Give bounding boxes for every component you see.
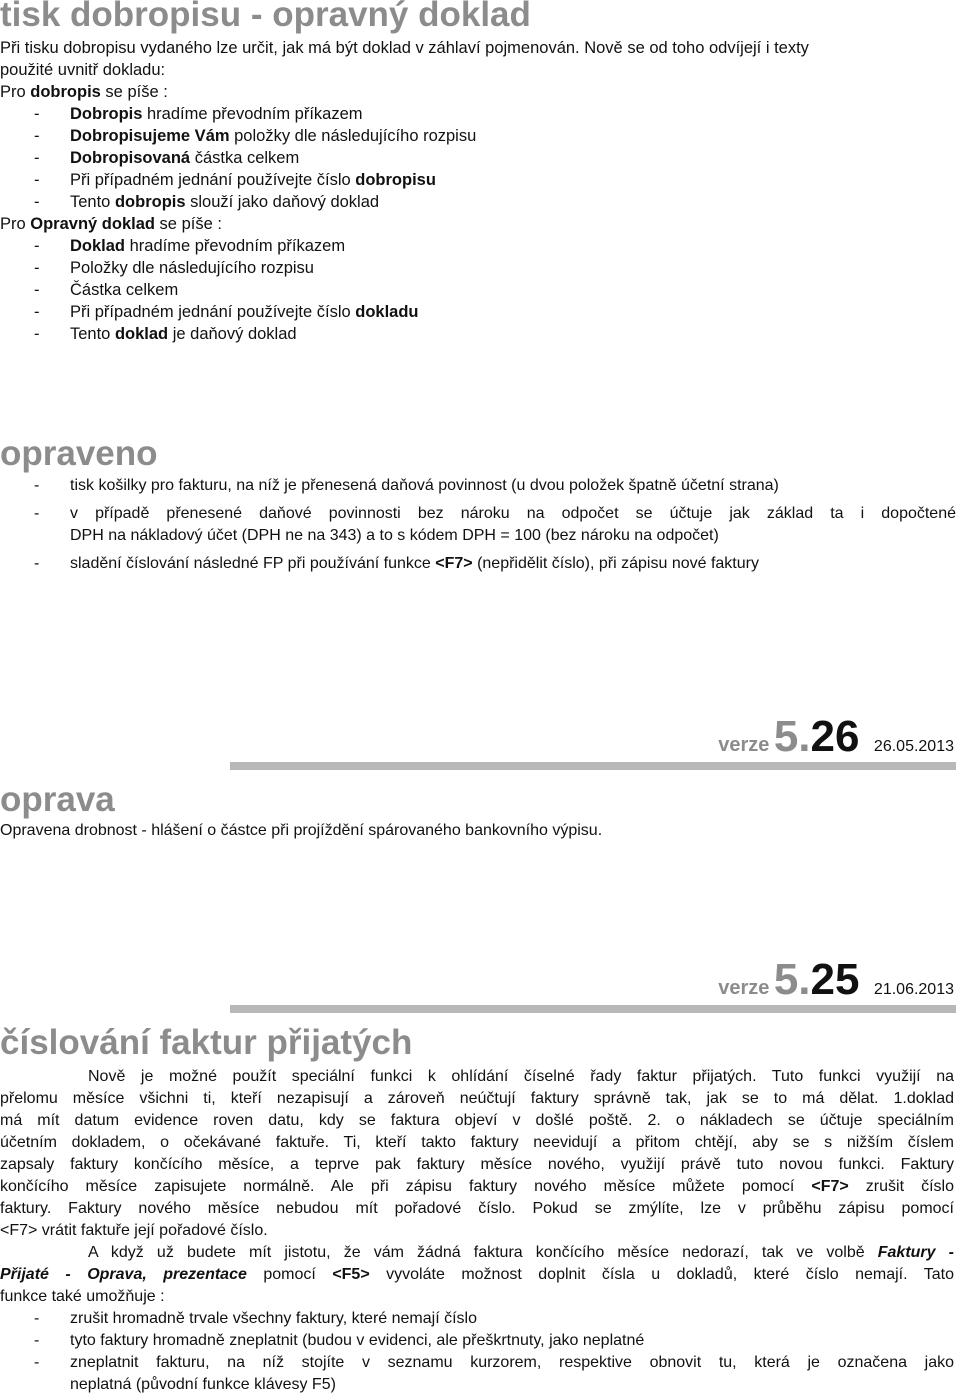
paragraph-line: Přijaté - Oprava, prezentace pomocí <F5> vyvoláte možnost doplnit čísla u dokladů, které číslo nemají. Tato — [0, 1266, 954, 1283]
paragraph-line: účetním dokladem, o očekávané faktuře. Ti, kteří takto faktury neevidují a přitom chtějí, aby se s nižším číslem — [0, 1134, 954, 1151]
section-title-cislovani: číslování faktur přijatých — [0, 1023, 413, 1062]
list-dash: - — [34, 477, 40, 494]
paragraph-line: Nově je možné použít speciální funkci k ohlídání číselné řady faktur přijatých. Tuto funkci využijí na — [88, 1068, 954, 1085]
list-item: Dobropis hradíme převodním příkazem — [70, 105, 363, 123]
pro-opravny-line: Pro Opravný doklad se píše : — [0, 215, 222, 233]
list-dash: - — [34, 281, 40, 299]
paragraph-line: A když už budete mít jistotu, že vám žádná faktura končícího měsíce nedorazí, tak ve volbě Faktury - — [88, 1244, 954, 1261]
opraveno-item-3: sladění číslování následné FP při používání funkce <F7> (nepřidělit číslo), při zápisu nové faktury — [70, 555, 759, 572]
list-item: Při případném jednání používejte číslo dokladu — [70, 303, 419, 321]
list-dash: - — [34, 149, 40, 167]
paragraph-line: faktury. Faktury nového měsíce nebudou mít pořadové číslo. Pokud se zmýlíte, lze v průběhu zápisu pomocí — [0, 1200, 954, 1217]
list-dash: - — [34, 127, 40, 145]
list-dash: - — [34, 171, 40, 189]
list-dash: - — [34, 1310, 40, 1327]
list-dash: - — [34, 303, 40, 321]
function-bullet-3-line-1: zneplatnit fakturu, na níž stojíte v seznamu kurzorem, respektive obnovit tu, která je označena jako — [70, 1354, 954, 1371]
opraveno-item-2-line-2: DPH na nákladový účet (DPH ne na 343) a to s kódem DPH = 100 (bez nároku na odpočet) — [70, 527, 719, 544]
list-item: Dobropisovaná částka celkem — [70, 149, 300, 167]
paragraph-line: <F7> vrátit faktuře její pořadové číslo. — [0, 1222, 268, 1239]
list-item: Položky dle následujícího rozpisu — [70, 259, 314, 277]
version-divider — [230, 1005, 956, 1013]
list-dash: - — [34, 1332, 40, 1349]
list-dash: - — [34, 505, 40, 522]
list-item: Doklad hradíme převodním příkazem — [70, 237, 346, 255]
version-divider — [230, 762, 956, 770]
paragraph-line: zapsaly faktury končícího měsíce, a teprve pak faktury měsíce nového, využijí právě tuto novou funkci. Faktury — [0, 1156, 954, 1173]
list-dash: - — [34, 237, 40, 255]
list-item: Při případném jednání používejte číslo dobropisu — [70, 171, 436, 189]
intro-line-2: použité uvnitř dokladu: — [0, 61, 166, 79]
paragraph-line: přelomu měsíce všichni ti, kteří nezapisují a zároveň neúčtují faktury správně tak, jak se to má dělat. 1.doklad — [0, 1090, 954, 1107]
list-item: Dobropisujeme Vám položky dle následujícího rozpisu — [70, 127, 477, 145]
function-bullet-1: zrušit hromadně trvale všechny faktury, které nemají číslo — [70, 1310, 477, 1327]
intro-line-1: Při tisku dobropisu vydaného lze určit, jak má být doklad v záhlaví pojmenován. Nově se od toho odvíjejí i texty — [0, 39, 809, 57]
list-item: Tento dobropis slouží jako daňový doklad — [70, 193, 380, 211]
pro-dobropis-line: Pro dobropis se píše : — [0, 83, 168, 101]
function-bullet-3-line-2: neplatná (původní funkce klávesy F5) — [70, 1376, 336, 1393]
paragraph-line: funkce také umožňuje : — [0, 1288, 165, 1305]
section-title-opraveno: opraveno — [0, 434, 158, 473]
list-dash: - — [34, 193, 40, 211]
list-dash: - — [34, 259, 40, 277]
oprava-text: Opravena drobnost - hlášení o částce při projíždění spárovaného bankovního výpisu. — [0, 822, 603, 839]
section-title-oprava: oprava — [0, 780, 115, 819]
list-dash: - — [34, 1354, 40, 1371]
version-5-25: verze 5.25 21.06.2013 — [718, 955, 954, 1004]
list-item: Tento doklad je daňový doklad — [70, 325, 297, 343]
list-dash: - — [34, 325, 40, 343]
opraveno-item-1: tisk košilky pro fakturu, na níž je přenesená daňová povinnost (u dvou položek špatně účetní strana) — [70, 477, 779, 494]
paragraph-line: má mít datum evidence roven datu, kdy se faktura objeví v došlé poště. 2. o nákladech se účtuje speciálním — [0, 1112, 954, 1129]
opraveno-item-2-line-1: v případě přenesené daňové povinnosti bez nároku na odpočet se účtuje jak základ ta i dopočtené — [70, 505, 956, 522]
version-5-26: verze 5.26 26.05.2013 — [718, 712, 954, 761]
function-bullet-2: tyto faktury hromadně zneplatnit (budou v evidenci, ale přeškrtnuty, jako neplatné — [70, 1332, 645, 1349]
paragraph-line: končícího měsíce zapisujete normálně. Ale při zápisu faktury nového měsíce můžete pomocí <F7> zrušit číslo — [0, 1178, 954, 1195]
list-item: Částka celkem — [70, 281, 179, 299]
list-dash: - — [34, 555, 40, 572]
list-dash: - — [34, 105, 40, 123]
section-title-tisk-dobropisu: tisk dobropisu - opravný doklad — [0, 0, 531, 34]
